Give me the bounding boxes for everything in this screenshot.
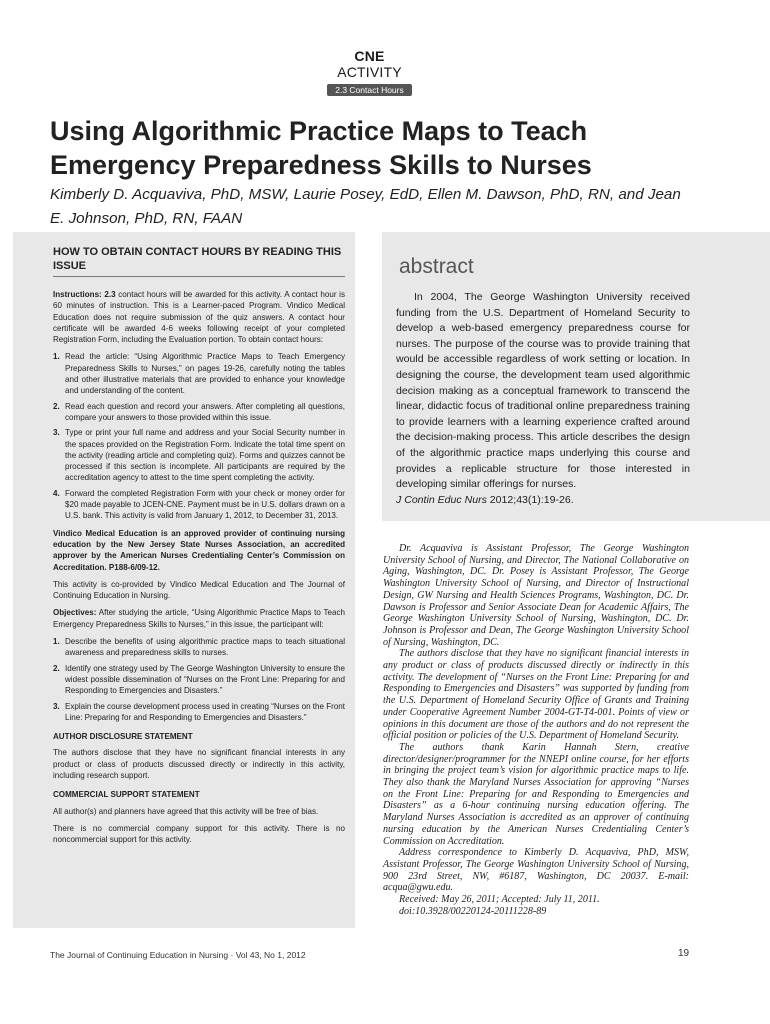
abstract-box [382,232,770,521]
instructions-hours: 2.3 [104,290,116,299]
objectives-text: After studying the article, “Using Algorithmic Practice Maps to Teach Emergency Preparedness Skills to Nurses,” in this issue, the participant will: [53,608,345,629]
list-item [53,488,345,522]
list-item [53,701,345,724]
objective-text: Explain the course development process used in creating “Nurses on the Front Line: Preparing for and Responding to Emergencies and Disasters.” [65,701,346,722]
objective-text: Identify one strategy used by The George Washington University to ensure the widest possible dissemination of “Nurses on the Front Line: Preparing for and Responding to Emergencies and Disasters.” [65,663,345,696]
commercial-heading: COMMERCIAL SUPPORT STATEMENT [53,790,200,800]
contact-hours-sidebar [13,232,355,928]
list-item [53,636,345,659]
abstract-body [396,290,690,508]
cne-label-bold: CNE [354,48,385,64]
instructions-paragraph [53,289,345,345]
list-item [53,663,345,697]
list-item [53,351,345,396]
disclosure-note: The authors disclose that they have no significant financial interests in any product or class of products discussed directly or indirectly in this activity. The development of “Nurses on the Front Line: Preparing for and Responding to Emergencies and Disasters” was supported by funding from the U.S. Department of Homeland Security Office of Grants and Training under Cooperative Agreement Number 2004-GT-T4-001. Points of view or opinions in this document are those of the authors and do not represent the official position or policies of the U.S. Department of Homeland Security. [383,648,689,742]
steps-list [53,351,345,521]
list-item [53,427,345,483]
commercial-text-1: All author(s) and planners have agreed that this activity will be free of bias. [53,806,319,816]
approval-statement: Vindico Medical Education is an approved provider of continuing nursing education by the New Jersey State Nurses Association, an accredited approver by the American Nurses Credentialing Center’s Commission on Accreditation. P188-6/09-12. [53,528,345,572]
step-text: Forward the completed Registration Form with your check or money order for $20 made payable to JCEN-CNE. Payment must be in U.S. dollars drawn on a U.S. bank. This activity is valid from January 1, 2012, to December 31, 2013. [65,488,345,521]
list-item [53,401,345,424]
objective-text: Describe the benefits of using algorithmic practice maps to teach situational awareness and preparedness skills to nurses. [65,637,345,658]
author-notes [383,543,689,918]
cne-label: ACTIVITY [337,64,402,80]
cne-activity-badge [322,48,417,98]
step-number: 2. [53,401,60,411]
objective-number: 2. [53,663,60,673]
disclosure-text: The authors disclose that they have no significant financial interests in any product or class of products discussed directly or indirectly in this activity, including research support. [53,748,345,780]
instructions-label: Instructions: [53,290,102,299]
instructions-text: contact hours will be awarded for this activity. A contact hour is 60 minutes of instruction. This is a Learner-paced Program. Vindico Medical Education does not require submission of the quiz answers. A contact hour certificate will be awarded 4-6 weeks following receipt of your completed Registration Form, including the Evaluation portion. To obtain contact hours: [53,290,345,345]
objectives-list [53,636,345,723]
page-number: 19 [678,948,690,959]
citation-journal: J Contin Educ Nurs [396,493,487,506]
step-text: Read each question and record your answers. After completing all questions, compare your answers to those provided within this issue. [65,401,345,422]
citation-details: 2012;43(1):19-26. [489,493,574,506]
article-title: Using Algorithmic Practice Maps to Teach Emergency Preparedness Skills to Nurses [50,116,592,180]
objectives-label: Objectives: [53,608,97,618]
coprovided-statement: This activity is co-provided by Vindico Medical Education and The Journal of Continuing Education in Nursing. [53,579,345,601]
step-number: 3. [53,428,60,438]
article-authors: Kimberly D. Acquaviva, PhD, MSW, Laurie Posey, EdD, Ellen M. Dawson, PhD, RN, and Jean E. Johnson, PhD, RN, FAAN [50,186,681,227]
step-number: 4. [53,488,60,498]
commercial-text-2: There is no commercial company support for this activity. There is no noncommercial support for this activity. [53,823,345,845]
sidebar-heading: HOW TO OBTAIN CONTACT HOURS BY READING THIS ISSUE [53,245,345,277]
abstract-heading: abstract [399,255,474,278]
abstract-citation [396,494,574,506]
step-number: 1. [53,352,60,362]
step-text: Read the article: “Using Algorithmic Practice Maps to Teach Emergency Preparedness Skills to Nurses,” on pages 19-26, carefully noting the tables and other illustrative materials that are provided to enhance your knowledge and understanding of the content. [65,352,345,396]
objective-number: 1. [53,637,60,647]
abstract-text: In 2004, The George Washington University received funding from the U.S. Department of Homeland Security to develop a web-based emergency preparedness course for nurses. The purpose of the course was to provide training that would be accessible regardless of work setting or location. In designing the course, the development team used algorithmic decision making as a conceptual framework to transcend the linear, didactic focus of traditional online preparedness training to provide learners with a learning experience crafted around the decision-making process. This article describes the design of the algorithmic practice maps underlying this course and provides a replicable structure for those interested in developing similar offerings for nurses. [396,291,690,491]
author-affiliations: Dr. Acquaviva is Assistant Professor, The George Washington University School of Nursing, and Director, The National Collaborative on Aging, Washington, DC. Dr. Posey is Assistant Professor, The George Washington University School of Nursing, and Director of Instructional Design, GW Nursing and Health Sciences Programs, Washington, DC. Dr. Dawson is Professor and Senior Associate Dean for Academic Affairs, The George Washington University School of Nursing, Washington, DC. Dr. Johnson is Professor and Dean, The George Washington University School of Nursing, Washington, DC. [383,543,689,648]
objectives-paragraph [53,607,345,630]
received-dates: Received: May 26, 2011; Accepted: July 11, 2011. [399,894,600,906]
objective-number: 3. [53,701,60,711]
acknowledgments: The authors thank Karin Hannah Stern, creative director/designer/programmer for the NNEPI online course, for her efforts in bringing the project team’s vision for algorithmic practice maps to life. They also thank the Maryland Nurses Association for approving “Nurses on the Front Line: Preparing for and Responding to Emergencies and Disasters” as a 6-hour continuing nursing education offering. The Maryland Nurses Association is accredited as an approver of continuing nursing education by the American Nurses Credentialing Center’s Commission on Accreditation. [383,741,689,847]
doi: doi:10.3928/00220124-20111228-89 [399,905,547,917]
step-text: Type or print your full name and address and your Social Security number in the spaces provided on the Registration Form. Indicate the total time spent on the activity (reading article and completing quiz). Forms and quizzes cannot be processed if this section is incomplete. All participants are required by the accreditation agency to attest to the time spent completing the activity. [65,428,345,483]
disclosure-heading: AUTHOR DISCLOSURE STATEMENT [53,732,193,742]
contact-hours-pill: 2.3 Contact Hours [327,84,412,96]
journal-footer: The Journal of Continuing Education in Nursing · Vol 43, No 1, 2012 [50,950,306,960]
correspondence: Address correspondence to Kimberly D. Acquaviva, PhD, MSW, Assistant Professor, The George Washington University School of Nursing, 900 23rd Street, NW, #6187, Washington, DC 20037. E-mail: acqua@gwu.edu. [383,847,689,894]
